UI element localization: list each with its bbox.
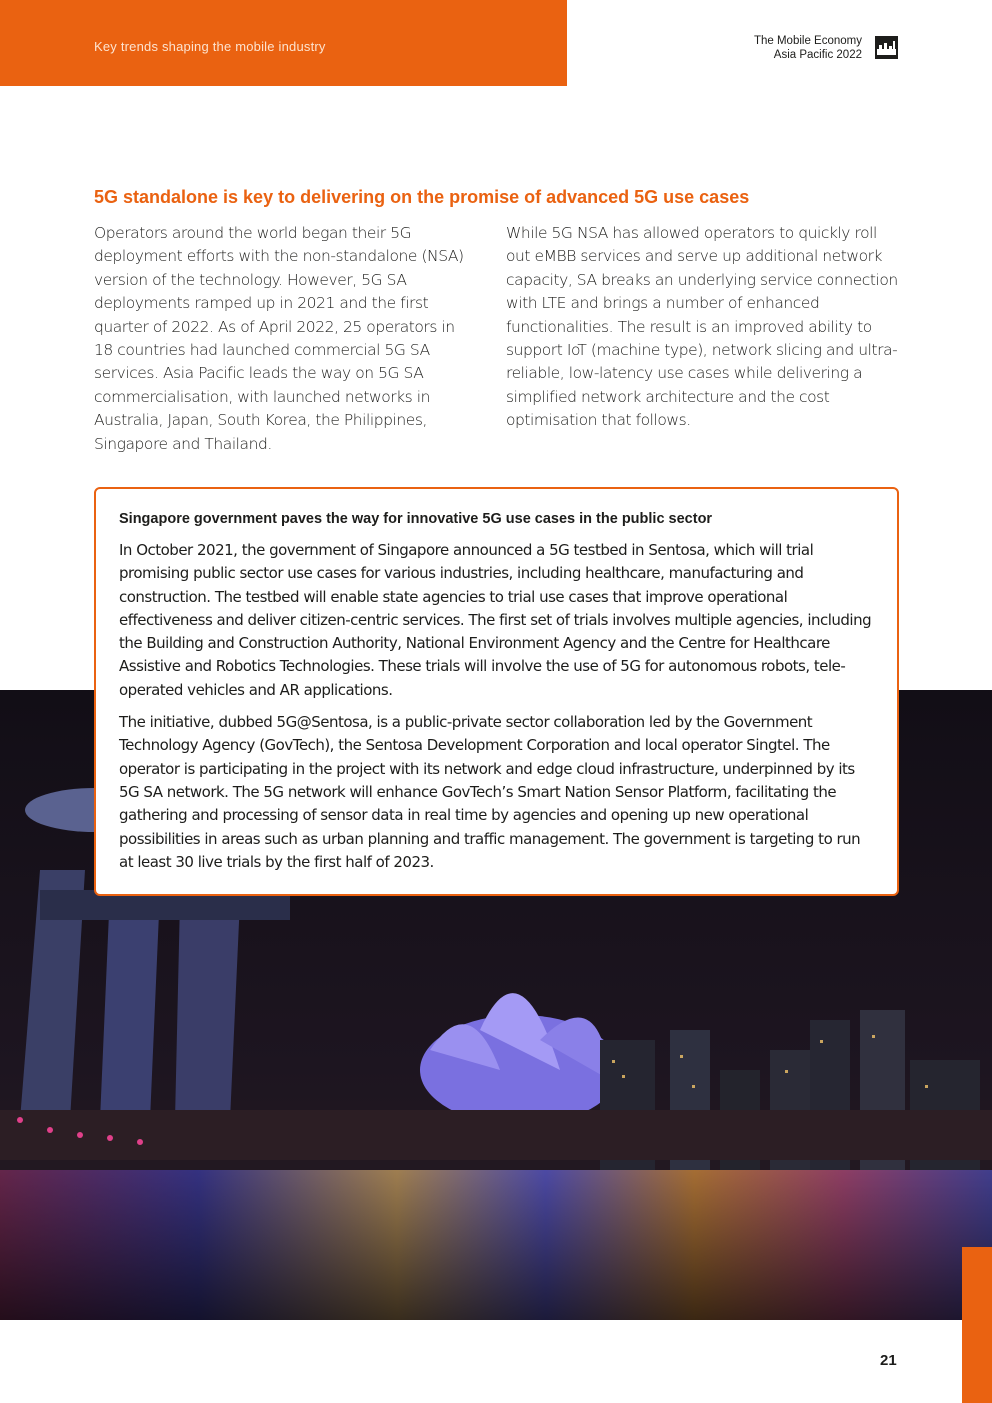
- left-column-text: Operators around the world began their 5G deployment efforts with the non-standalone (NSA) version of the technology. However, 5G SA deployments ramped up in 2021 and the first quarter of 2022. As of April 2022, 25 operators in 18 countries had launched commercial 5G SA services. Asia Pacific leads the way on 5G SA commercialisation, with launched networks in Australia, Japan, South Korea, the Philippines, Singapore and Thailand.: [94, 224, 464, 453]
- report-cover-icon: [875, 36, 898, 59]
- report-title-line2: Asia Pacific 2022: [773, 49, 862, 61]
- section-title: Key trends shaping the mobile industry: [94, 39, 326, 54]
- case-study-box: [94, 487, 899, 896]
- report-title: [754, 34, 862, 62]
- page-number: 21: [880, 1352, 897, 1369]
- right-column-text: While 5G NSA has allowed operators to quickly roll out eMBB services and serve up additional network capacity, SA breaks an underlying service connection with LTE and brings a number of enhanced functionalities. The result is an improved ability to support IoT (machine type), network slicing and ultra-reliable, low-latency use cases while delivering a simplified network architecture and the cost optimisation that follows.: [506, 224, 898, 430]
- section-heading: 5G standalone is key to delivering on the promise of advanced 5G use cases: [94, 187, 750, 207]
- case-study-paragraph-1: In October 2021, the government of Singapore announced a 5G testbed in Sentosa, which will trial promising public sector use cases for various industries, including healthcare, manufacturing and construction. The testbed will enable state agencies to trial use cases that improve operational effectiveness and deliver citizen-centric services. The first set of trials involves multiple agencies, including the Building and Construction Authority, National Environment Agency and the Centre for Healthcare Assistive and Robotics Technologies. These trials will involve the use of 5G for autonomous robots, tele-operated vehicles and AR applications.: [119, 541, 872, 699]
- case-study-paragraph-2: The initiative, dubbed 5G@Sentosa, is a public-private sector collaboration led by the Government Technology Agency (GovTech), the Sentosa Development Corporation and local operator Singtel. The operator is participating in the project with its network and edge cloud infrastructure, underpinned by its 5G SA network. The 5G network will enhance GovTech’s Smart Nation Sensor Platform, facilitating the gathering and processing of sensor data in real time by agencies and opening up new operational possibilities in areas such as urban planning and traffic management. The government is targeting to run at least 30 live trials by the first half of 2023.: [119, 713, 861, 871]
- case-study-title: Singapore government paves the way for innovative 5G use cases in the public sector: [119, 511, 713, 527]
- report-title-line1: The Mobile Economy: [753, 35, 862, 47]
- page-side-tab: [962, 1247, 992, 1403]
